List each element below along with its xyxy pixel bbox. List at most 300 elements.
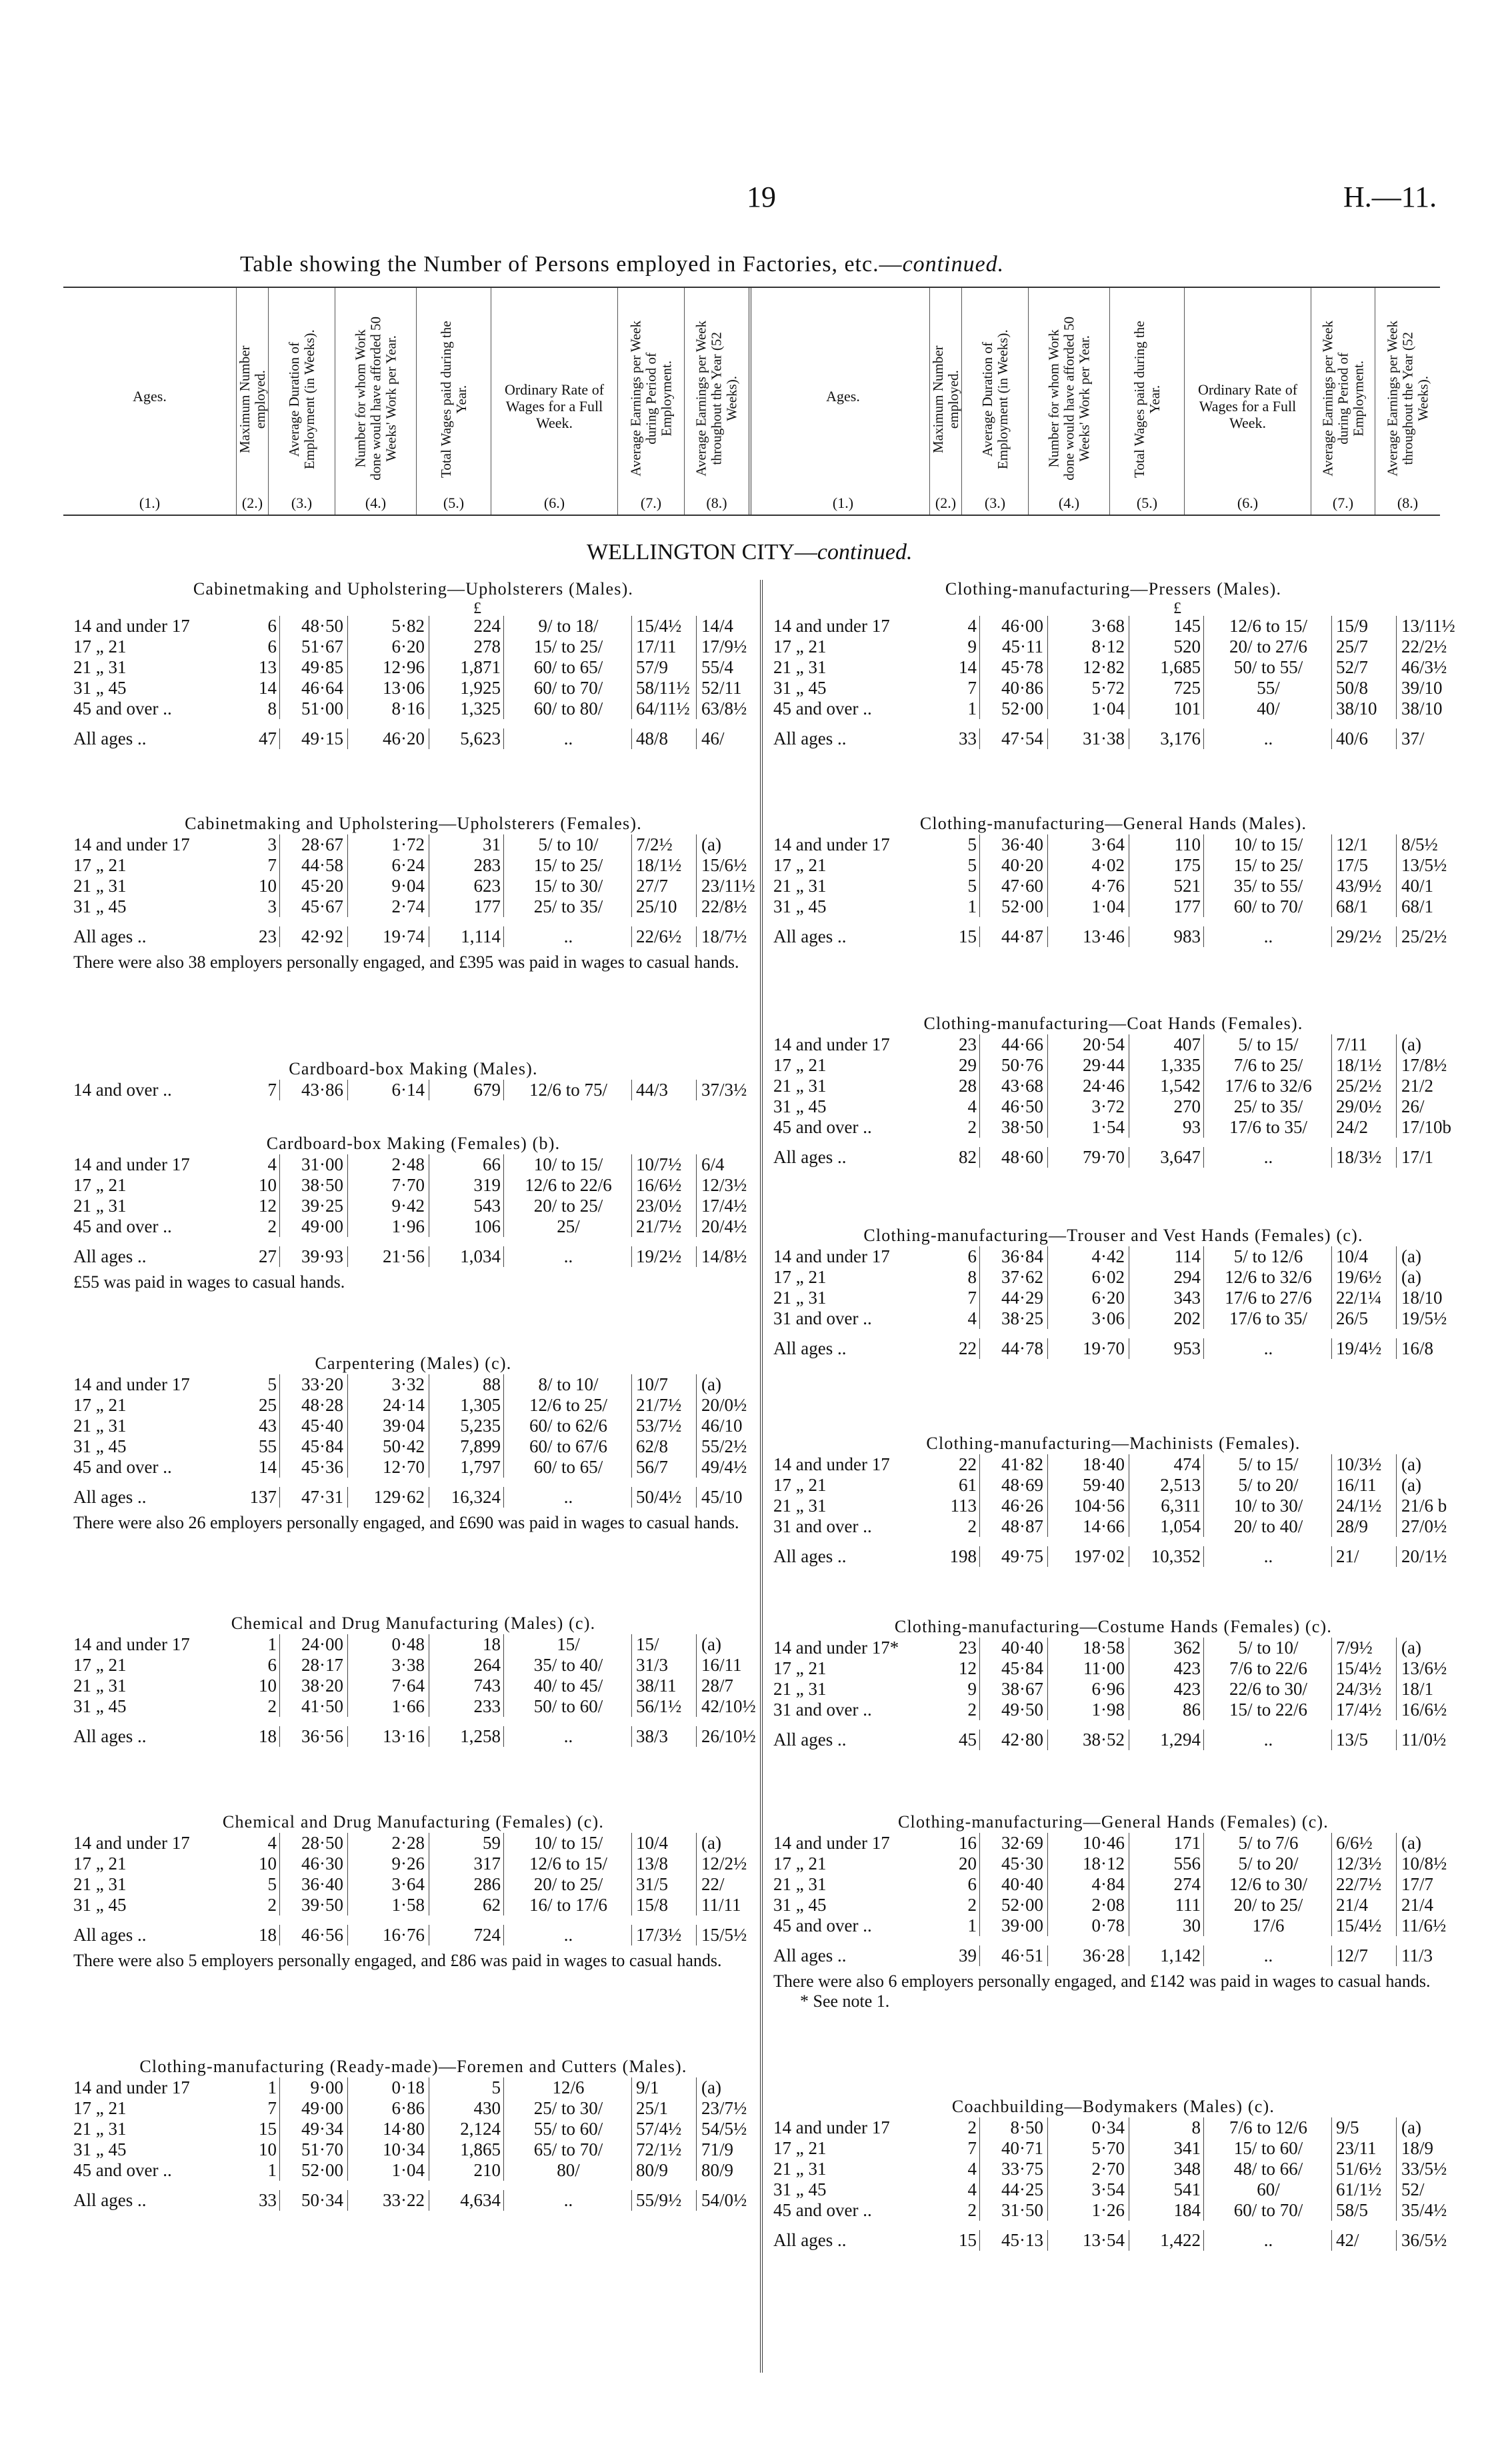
- total-row: [73, 1487, 753, 1508]
- ordinary-rate: 12/6 to 32/6: [1205, 1267, 1332, 1288]
- age-label: All ages ..: [773, 1546, 847, 1566]
- section-title: Chemical and Drug Manufacturing (Females) (c).: [222, 1812, 605, 1832]
- table-row: [773, 834, 1453, 855]
- avg-earn-year: 26/10½: [701, 1726, 756, 1746]
- column-header-band: [63, 287, 1440, 516]
- avg-duration: 52·00: [281, 2160, 348, 2181]
- avg-earn-year: 23/11½: [701, 876, 755, 896]
- avg-duration: 45·67: [281, 896, 348, 917]
- section-note: £55 was paid in wages to casual hands.: [73, 1272, 345, 1292]
- age-label: 31 and over ..: [773, 1308, 872, 1328]
- ordinary-rate: 15/ to 22/6: [1205, 1700, 1332, 1720]
- age-label: All ages ..: [73, 1925, 147, 1945]
- avg-earn-year: 18/9: [1401, 2138, 1434, 2158]
- max-employed: 15: [948, 926, 980, 947]
- table-row: [773, 1679, 1453, 1700]
- avg-earn-year: (a): [1401, 1454, 1421, 1474]
- workers-50wk: 2·08: [1049, 1895, 1129, 1915]
- avg-earn-year: 8/5½: [1401, 834, 1438, 854]
- avg-duration: 44·66: [981, 1034, 1048, 1055]
- ordinary-rate: 17/6: [1205, 1915, 1332, 1936]
- avg-duration: 45·13: [981, 2230, 1048, 2251]
- ordinary-rate: 60/ to 70/: [1205, 2200, 1332, 2221]
- age-label: 45 and over ..: [73, 698, 172, 718]
- max-employed: 7: [248, 855, 280, 876]
- avg-earn-period: 58/5: [1333, 2200, 1397, 2221]
- workers-50wk: 3·64: [349, 1874, 429, 1895]
- avg-duration: 40·20: [981, 855, 1048, 876]
- age-label: 31 „ 45: [73, 2139, 127, 2159]
- table-row: [73, 1395, 753, 1416]
- workers-50wk: 12·82: [1049, 657, 1129, 678]
- total-wages: 184: [1131, 2200, 1204, 2221]
- ordinary-rate: 25/ to 30/: [505, 2098, 632, 2119]
- workers-50wk: 59·40: [1049, 1475, 1129, 1496]
- age-label: All ages ..: [773, 926, 847, 946]
- max-employed: 198: [948, 1546, 980, 1567]
- avg-duration: 49·15: [281, 728, 348, 749]
- section-note: There were also 6 employers personally engaged, and £142 was paid in wages to casual hands.: [773, 1971, 1431, 1991]
- ordinary-rate: 55/: [1205, 678, 1332, 698]
- total-wages: 270: [1131, 1096, 1204, 1117]
- ordinary-rate: ..: [1205, 2230, 1332, 2251]
- age-label: 21 „ 31: [773, 1679, 827, 1699]
- workers-50wk: 33·22: [349, 2190, 429, 2211]
- header-col3: Average Duration of Employment (in Weeks). (3.): [269, 288, 335, 515]
- workers-50wk: 19·74: [349, 926, 429, 947]
- avg-earn-year: (a): [701, 1634, 721, 1654]
- age-label: 17 „ 21: [773, 1055, 827, 1075]
- workers-50wk: 3·32: [349, 1374, 429, 1395]
- ordinary-rate: 9/ to 18/: [505, 616, 632, 636]
- ordinary-rate: 60/ to 67/6: [505, 1436, 632, 1457]
- ordinary-rate: 80/: [505, 2160, 632, 2181]
- workers-50wk: 1·04: [349, 2160, 429, 2181]
- max-employed: 22: [948, 1454, 980, 1475]
- workers-50wk: 1·04: [1049, 896, 1129, 917]
- avg-earn-period: 25/2½: [1333, 1076, 1397, 1096]
- ordinary-rate: 60/ to 65/: [505, 1457, 632, 1478]
- avg-earn-year: 35/4½: [1401, 2200, 1447, 2220]
- age-label: 31 „ 45: [73, 1696, 127, 1716]
- table-title-continued: continued.: [902, 252, 1005, 277]
- max-employed: 2: [948, 1895, 980, 1915]
- avg-duration: 44·29: [981, 1288, 1048, 1308]
- total-wages: 110: [1131, 834, 1204, 855]
- age-label: 31 „ 45: [773, 678, 827, 698]
- ordinary-rate: ..: [1205, 1730, 1332, 1750]
- max-employed: 14: [948, 657, 980, 678]
- total-row: [73, 1246, 753, 1267]
- section: [73, 1353, 753, 1533]
- ordinary-rate: 60/ to 62/6: [505, 1416, 632, 1436]
- avg-duration: 33·20: [281, 1374, 348, 1395]
- age-label: All ages ..: [73, 926, 147, 946]
- avg-duration: 28·50: [281, 1833, 348, 1853]
- header-ages: Ages. (1.): [63, 288, 237, 515]
- total-wages: 1,865: [431, 2139, 504, 2160]
- avg-earn-period: 64/11½: [633, 698, 697, 719]
- avg-duration: 39·93: [281, 1246, 348, 1267]
- total-wages: 101: [1131, 698, 1204, 719]
- avg-duration: 28·17: [281, 1655, 348, 1676]
- max-employed: 5: [248, 1374, 280, 1395]
- header-col5: Total Wages paid during the Year. (5.): [417, 288, 491, 515]
- total-wages: 474: [1131, 1454, 1204, 1475]
- age-label: 17 „ 21: [73, 636, 127, 656]
- table-row: [73, 1080, 753, 1100]
- avg-earn-year: 28/7: [701, 1676, 734, 1696]
- age-label: 17 „ 21: [773, 1853, 827, 1873]
- age-label: 14 and under 17: [773, 1833, 890, 1853]
- total-row: [73, 728, 753, 749]
- total-wages: 210: [431, 2160, 504, 2181]
- avg-earn-period: 61/1½: [1333, 2179, 1397, 2200]
- footnote: * See note 1.: [800, 1991, 890, 2011]
- age-label: All ages ..: [773, 1730, 847, 1750]
- ordinary-rate: 50/ to 55/: [1205, 657, 1332, 678]
- table-title-main: Table showing the Number of Persons employed in Factories, etc.—: [240, 252, 903, 277]
- avg-duration: 38·25: [981, 1308, 1048, 1329]
- workers-50wk: 0·18: [349, 2077, 429, 2098]
- ordinary-rate: 12/6 to 25/: [505, 1395, 632, 1416]
- ordinary-rate: 20/ to 25/: [505, 1874, 632, 1895]
- ordinary-rate: 60/: [1205, 2179, 1332, 2200]
- workers-50wk: 1·96: [349, 1216, 429, 1237]
- section: [773, 1225, 1453, 1359]
- avg-duration: 39·00: [981, 1915, 1048, 1936]
- ordinary-rate: ..: [505, 2190, 632, 2211]
- section-title: Clothing-manufacturing—Coat Hands (Females).: [923, 1014, 1303, 1033]
- age-label: 21 „ 31: [773, 657, 827, 677]
- max-employed: 6: [948, 1246, 980, 1267]
- avg-duration: 41·50: [281, 1696, 348, 1717]
- total-wages: 423: [1131, 1679, 1204, 1700]
- workers-50wk: 3·54: [1049, 2179, 1129, 2200]
- avg-earn-period: 22/6½: [633, 926, 697, 947]
- table-row: [773, 2200, 1453, 2221]
- total-wages: 278: [431, 636, 504, 657]
- ordinary-rate: 7/6 to 22/6: [1205, 1658, 1332, 1679]
- table-row: [773, 1246, 1453, 1267]
- workers-50wk: 14·80: [349, 2119, 429, 2139]
- max-employed: 8: [948, 1267, 980, 1288]
- avg-earn-period: 15/4½: [1333, 1915, 1397, 1936]
- table-row: [773, 698, 1453, 719]
- age-label: 21 „ 31: [73, 1416, 127, 1436]
- avg-earn-period: 6/6½: [1333, 1833, 1397, 1853]
- total-row: [73, 2190, 753, 2211]
- ordinary-rate: 15/ to 25/: [1205, 855, 1332, 876]
- avg-duration: 45·30: [981, 1853, 1048, 1874]
- ordinary-rate: 48/ to 66/: [1205, 2159, 1332, 2179]
- avg-earn-period: 25/1: [633, 2098, 697, 2119]
- table-row: [73, 1874, 753, 1895]
- max-employed: 5: [948, 855, 980, 876]
- section-title: Coachbuilding—Bodymakers (Males) (c).: [951, 2097, 1275, 2116]
- avg-earn-year: 39/10: [1401, 678, 1443, 698]
- avg-earn-year: 22/8½: [701, 896, 747, 916]
- avg-earn-period: 72/1½: [633, 2139, 697, 2160]
- max-employed: 10: [248, 1175, 280, 1196]
- max-employed: 55: [248, 1436, 280, 1457]
- avg-earn-period: 22/7½: [1333, 1874, 1397, 1895]
- workers-50wk: 6·14: [349, 1080, 429, 1100]
- max-employed: 2: [248, 1895, 280, 1915]
- avg-duration: 32·69: [981, 1833, 1048, 1853]
- max-employed: 4: [248, 1833, 280, 1853]
- total-wages: 10,352: [1131, 1546, 1204, 1567]
- age-label: 31 „ 45: [773, 896, 827, 916]
- age-label: 14 and over ..: [73, 1080, 172, 1100]
- avg-duration: 45·20: [281, 876, 348, 896]
- avg-earn-year: 17/1: [1401, 1147, 1434, 1167]
- avg-duration: 38·67: [981, 1679, 1048, 1700]
- avg-earn-year: 55/4: [701, 657, 734, 677]
- ordinary-rate: 17/6 to 35/: [1205, 1117, 1332, 1138]
- table-row: [773, 1833, 1453, 1853]
- table-row: [73, 1634, 753, 1655]
- total-wages: 343: [1131, 1288, 1204, 1308]
- max-employed: 3: [248, 896, 280, 917]
- avg-earn-period: 10/4: [633, 1833, 697, 1853]
- workers-50wk: 9·26: [349, 1853, 429, 1874]
- total-wages: 1,294: [1131, 1730, 1204, 1750]
- avg-earn-period: 55/9½: [633, 2190, 697, 2211]
- avg-earn-year: 16/6½: [1401, 1700, 1447, 1720]
- workers-50wk: 13·06: [349, 678, 429, 698]
- workers-50wk: 1·04: [1049, 698, 1129, 719]
- ordinary-rate: ..: [1205, 728, 1332, 749]
- workers-50wk: 16·76: [349, 1925, 429, 1945]
- total-wages: 543: [431, 1196, 504, 1216]
- table-row: [773, 1496, 1453, 1516]
- total-wages: 274: [1131, 1874, 1204, 1895]
- ordinary-rate: 5/ to 10/: [1205, 1638, 1332, 1658]
- max-employed: 2: [248, 1696, 280, 1717]
- ordinary-rate: 60/ to 70/: [1205, 896, 1332, 917]
- table-row: [773, 1076, 1453, 1096]
- table-row: [73, 834, 753, 855]
- max-employed: 9: [948, 636, 980, 657]
- total-wages: 6,311: [1131, 1496, 1204, 1516]
- total-row: [73, 1925, 753, 1945]
- avg-earn-year: 11/6½: [1401, 1915, 1447, 1935]
- section: [773, 1433, 1453, 1567]
- avg-duration: 51·67: [281, 636, 348, 657]
- max-employed: 4: [948, 616, 980, 636]
- avg-earn-year: 54/5½: [701, 2119, 747, 2139]
- age-label: 45 and over ..: [773, 1117, 872, 1137]
- max-employed: 7: [248, 1080, 280, 1100]
- total-wages: 145: [1131, 616, 1204, 636]
- workers-50wk: 9·42: [349, 1196, 429, 1216]
- table-row: [73, 855, 753, 876]
- avg-duration: 44·87: [981, 926, 1048, 947]
- table-row: [773, 876, 1453, 896]
- avg-earn-year: (a): [701, 834, 721, 854]
- age-label: 17 „ 21: [73, 2098, 127, 2118]
- age-label: 14 and under 17: [73, 616, 190, 636]
- ordinary-rate: 15/ to 30/: [505, 876, 632, 896]
- workers-50wk: 6·86: [349, 2098, 429, 2119]
- age-label: All ages ..: [773, 1147, 847, 1167]
- avg-duration: 33·75: [981, 2159, 1048, 2179]
- header-col7-right: Average Earnings per Week during Period of Employment. (7.): [1311, 288, 1375, 515]
- workers-50wk: 36·28: [1049, 1945, 1129, 1966]
- max-employed: 23: [948, 1638, 980, 1658]
- avg-duration: 36·84: [981, 1246, 1048, 1267]
- max-employed: 12: [248, 1196, 280, 1216]
- section: [773, 1616, 1453, 1750]
- workers-50wk: 5·70: [1049, 2138, 1129, 2159]
- section: [73, 1133, 753, 1292]
- avg-duration: 49·85: [281, 657, 348, 678]
- total-wages: 541: [1131, 2179, 1204, 2200]
- avg-earn-period: 19/2½: [633, 1246, 697, 1267]
- max-employed: 28: [948, 1076, 980, 1096]
- avg-earn-period: 7/2½: [633, 834, 697, 855]
- workers-50wk: 3·06: [1049, 1308, 1129, 1329]
- avg-earn-period: 15/9: [1333, 616, 1397, 636]
- avg-earn-period: 25/10: [633, 896, 697, 917]
- workers-50wk: 0·78: [1049, 1915, 1129, 1936]
- table-row: [73, 1436, 753, 1457]
- ordinary-rate: ..: [505, 1726, 632, 1747]
- avg-earn-year: 46/10: [701, 1416, 743, 1436]
- table-row: [73, 1895, 753, 1915]
- avg-earn-year: 14/8½: [701, 1246, 747, 1266]
- section-note: There were also 26 employers personally engaged, and £690 was paid in wages to casual hands.: [73, 1513, 739, 1532]
- ordinary-rate: ..: [505, 1487, 632, 1508]
- avg-earn-period: 17/5: [1333, 855, 1397, 876]
- total-wages: 341: [1131, 2138, 1204, 2159]
- city-title: [587, 540, 913, 565]
- total-wages: 1,305: [431, 1395, 504, 1416]
- total-row: [773, 1147, 1453, 1168]
- avg-duration: 49·00: [281, 1216, 348, 1237]
- avg-duration: 49·50: [981, 1700, 1048, 1720]
- avg-earn-period: 38/11: [633, 1676, 697, 1696]
- avg-earn-year: 21/2: [1401, 1076, 1434, 1096]
- table-row: [73, 1833, 753, 1853]
- header-col7: Average Earnings per Week during Period of Employment. (7.): [618, 288, 685, 515]
- ordinary-rate: 40/ to 45/: [505, 1676, 632, 1696]
- avg-earn-period: 9/5: [1333, 2117, 1397, 2138]
- max-employed: 7: [948, 678, 980, 698]
- ordinary-rate: 20/ to 27/6: [1205, 636, 1332, 657]
- age-label: 17 „ 21: [773, 1267, 827, 1287]
- workers-50wk: 1·98: [1049, 1700, 1129, 1720]
- table-row: [73, 2139, 753, 2160]
- age-label: 17 „ 21: [73, 1175, 127, 1195]
- workers-50wk: 14·66: [1049, 1516, 1129, 1537]
- total-wages: 1,925: [431, 678, 504, 698]
- avg-duration: 45·84: [281, 1436, 348, 1457]
- max-employed: 1: [248, 2077, 280, 2098]
- avg-earn-period: 24/2: [1333, 1117, 1397, 1138]
- avg-duration: 36·56: [281, 1726, 348, 1747]
- pound-sign: £: [1173, 600, 1181, 617]
- ordinary-rate: ..: [1205, 1147, 1332, 1168]
- section: [773, 1013, 1453, 1168]
- workers-50wk: 3·64: [1049, 834, 1129, 855]
- avg-duration: 31·50: [981, 2200, 1048, 2221]
- age-label: 45 and over ..: [773, 698, 872, 718]
- avg-earn-period: 19/4½: [1333, 1338, 1397, 1359]
- max-employed: 2: [948, 2200, 980, 2221]
- ordinary-rate: 17/6 to 35/: [1205, 1308, 1332, 1329]
- table-row: [773, 1454, 1453, 1475]
- workers-50wk: 6·02: [1049, 1267, 1129, 1288]
- section: [773, 579, 1453, 749]
- workers-50wk: 18·12: [1049, 1853, 1129, 1874]
- max-employed: 9: [948, 1679, 980, 1700]
- workers-50wk: 21·56: [349, 1246, 429, 1267]
- age-label: 17 „ 21: [773, 2138, 827, 2158]
- age-label: 21 „ 31: [773, 1874, 827, 1894]
- avg-earn-period: 19/6½: [1333, 1267, 1397, 1288]
- max-employed: 5: [248, 1874, 280, 1895]
- workers-50wk: 12·70: [349, 1457, 429, 1478]
- ordinary-rate: 8/ to 10/: [505, 1374, 632, 1395]
- total-wages: 520: [1131, 636, 1204, 657]
- avg-earn-period: 13/5: [1333, 1730, 1397, 1750]
- age-label: 45 and over ..: [73, 2160, 172, 2180]
- age-label: 17 „ 21: [773, 1475, 827, 1495]
- avg-duration: 42·80: [981, 1730, 1048, 1750]
- age-label: 21 „ 31: [773, 1288, 827, 1308]
- avg-duration: 51·00: [281, 698, 348, 719]
- avg-duration: 38·50: [981, 1117, 1048, 1138]
- age-label: 14 and under 17: [73, 834, 190, 854]
- total-wages: 2,124: [431, 2119, 504, 2139]
- section: [73, 1058, 753, 1100]
- total-wages: 1,422: [1131, 2230, 1204, 2251]
- table-row: [73, 1655, 753, 1676]
- workers-50wk: 46·20: [349, 728, 429, 749]
- table-row: [73, 678, 753, 698]
- header-col8-right: Average Earnings per Week throughout the Year (52 Weeks). (8.): [1384, 321, 1431, 511]
- table-row: [773, 1034, 1453, 1055]
- workers-50wk: 79·70: [1049, 1147, 1129, 1168]
- total-wages: 66: [431, 1154, 504, 1175]
- workers-50wk: 6·96: [1049, 1679, 1129, 1700]
- avg-earn-period: 26/5: [1333, 1308, 1397, 1329]
- ordinary-rate: 12/6 to 30/: [1205, 1874, 1332, 1895]
- avg-duration: 45·40: [281, 1416, 348, 1436]
- avg-earn-period: 25/7: [1333, 636, 1397, 657]
- avg-earn-year: 46/3½: [1401, 657, 1447, 677]
- max-employed: 5: [948, 876, 980, 896]
- ordinary-rate: 15/: [505, 1634, 632, 1655]
- max-employed: 4: [948, 2179, 980, 2200]
- total-wages: 16,324: [431, 1487, 504, 1508]
- avg-earn-period: 23/11: [1333, 2138, 1397, 2159]
- avg-duration: 52·00: [981, 896, 1048, 917]
- max-employed: 4: [248, 1154, 280, 1175]
- avg-duration: 45·84: [981, 1658, 1048, 1679]
- total-wages: 317: [431, 1853, 504, 1874]
- avg-earn-period: 12/3½: [1333, 1853, 1397, 1874]
- max-employed: 23: [248, 926, 280, 947]
- header-col2: Maximum Number employed. (2.): [237, 288, 269, 515]
- avg-earn-year: 11/0½: [1401, 1730, 1447, 1750]
- total-wages: 5,623: [431, 728, 504, 749]
- avg-duration: 8·50: [981, 2117, 1048, 2138]
- workers-50wk: 19·70: [1049, 1338, 1129, 1359]
- avg-duration: 49·75: [981, 1546, 1048, 1567]
